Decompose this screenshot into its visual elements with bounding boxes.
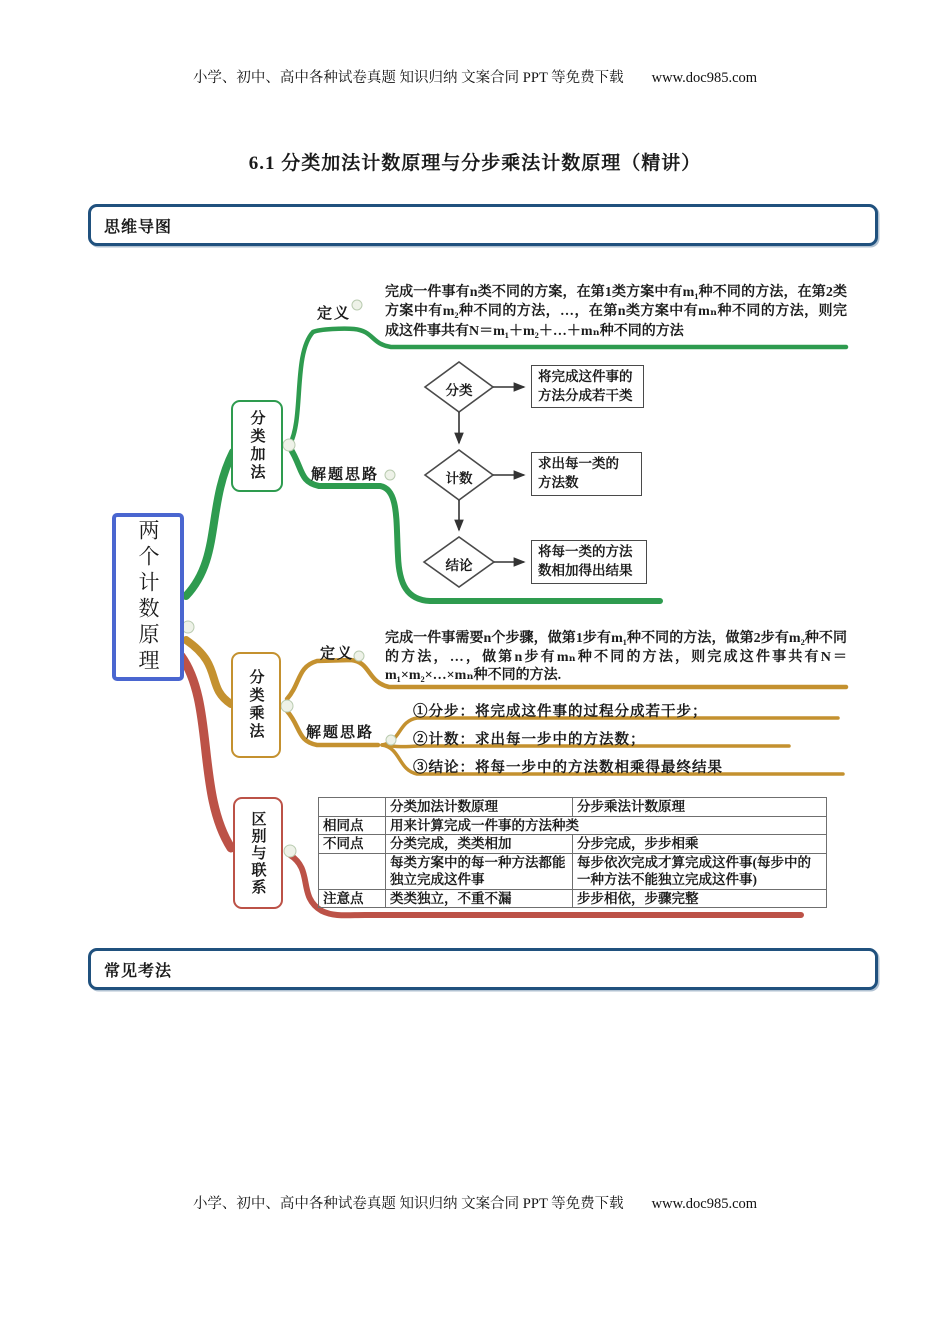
multiply-approach-label: 解题思路 [306, 725, 375, 741]
header-url-link[interactable]: www.doc985.com [651, 70, 758, 86]
flow-step-count: 计数 [445, 471, 473, 486]
note-add: 类类独立，不重不漏 [386, 889, 573, 908]
table-row [319, 889, 827, 908]
flow-desc-classify: 将完成这件事的方法分成若干类 [531, 365, 644, 408]
flow-step-classify: 分类 [445, 383, 473, 398]
multiply-definition-label: 定义 [320, 646, 355, 662]
table-row [319, 816, 827, 835]
page-footer [0, 1192, 950, 1213]
diff2-multiply: 每步依次完成才算完成这件事(每步中的一种方法不能独立完成这件事) [573, 853, 827, 889]
footer-text: 小学、初中、高中各种试卷真题 知识归纳 文案合同 PPT 等免费下载 [192, 1196, 624, 1212]
row-note-label: 注意点 [319, 889, 386, 908]
row-diff-label: 不同点 [319, 835, 386, 854]
multiply-step-1: ①分步：将完成这件事的过程分成若干步； [413, 704, 708, 720]
table-header-multiply: 分步乘法计数原理 [573, 798, 827, 817]
header-text: 小学、初中、高中各种试卷真题 知识归纳 文案合同 PPT 等免费下载 [192, 70, 624, 86]
flow-desc-conclude: 将每一类的方法数相加得出结果 [531, 540, 647, 584]
multiply-definition-text: 完成一件事需要n个步骤，做第1步有m₁种不同的方法，做第2步有m₂种不同的方法，…，做第n步有mₙ种不同的方法，则完成这件事共有N＝m₁×m₂×…×mₙ种不同的方法. [385, 631, 847, 684]
table-row [319, 798, 827, 817]
multiply-step-3: ③结论：将每一步中的方法数相乘得最终结果 [413, 760, 723, 776]
table-row [319, 853, 827, 889]
table-row [319, 835, 827, 854]
row-same-value: 用来计算完成一件事的方法种类 [386, 816, 827, 835]
section-exam-heading: 常见考法 [104, 962, 173, 980]
diff2-add: 每类方案中的每一种方法都能独立完成这件事 [386, 853, 573, 889]
branch-add-curves [186, 329, 846, 601]
add-definition-text: 完成一件事有n类不同的方案，在第1类方案中有m₁种不同的方法，在第2类方案中有m₂种不同的方法，…，在第n类方案中有mₙ种不同的方法，则完成这件事共有N＝m₁＋m₂＋…＋mₙ种不同的方法 [385, 285, 847, 339]
note-multiply: 步步相依，步骤完整 [573, 889, 827, 908]
table-header-add: 分类加法计数原理 [386, 798, 573, 817]
multiply-step-2: ②计数：求出每一步中的方法数； [413, 732, 646, 748]
add-approach-label: 解题思路 [311, 467, 380, 483]
footer-url-link[interactable]: www.doc985.com [651, 1196, 758, 1212]
connector-beads [182, 300, 396, 857]
branch-node-add: 分类加法 [231, 400, 283, 492]
add-definition-label: 定义 [317, 306, 352, 322]
section-exam-heading-box [88, 948, 878, 990]
comparison-table [318, 797, 827, 908]
diff1-add: 分类完成，类类相加 [386, 835, 573, 854]
flow-desc-count: 求出每一类的方法数 [531, 452, 642, 496]
page-title: 6.1 分类加法计数原理与分步乘法计数原理（精讲） [248, 153, 702, 174]
flow-step-conclude: 结论 [445, 558, 473, 573]
branch-node-compare: 区别与联系 [233, 797, 283, 909]
section-mindmap-heading: 思维导图 [104, 218, 173, 236]
mindmap-root-node: 两个计数原理 [112, 513, 184, 681]
row-same-label: 相同点 [319, 816, 386, 835]
diff1-multiply: 分步完成，步步相乘 [573, 835, 827, 854]
branch-node-multiply: 分类乘法 [231, 652, 281, 758]
